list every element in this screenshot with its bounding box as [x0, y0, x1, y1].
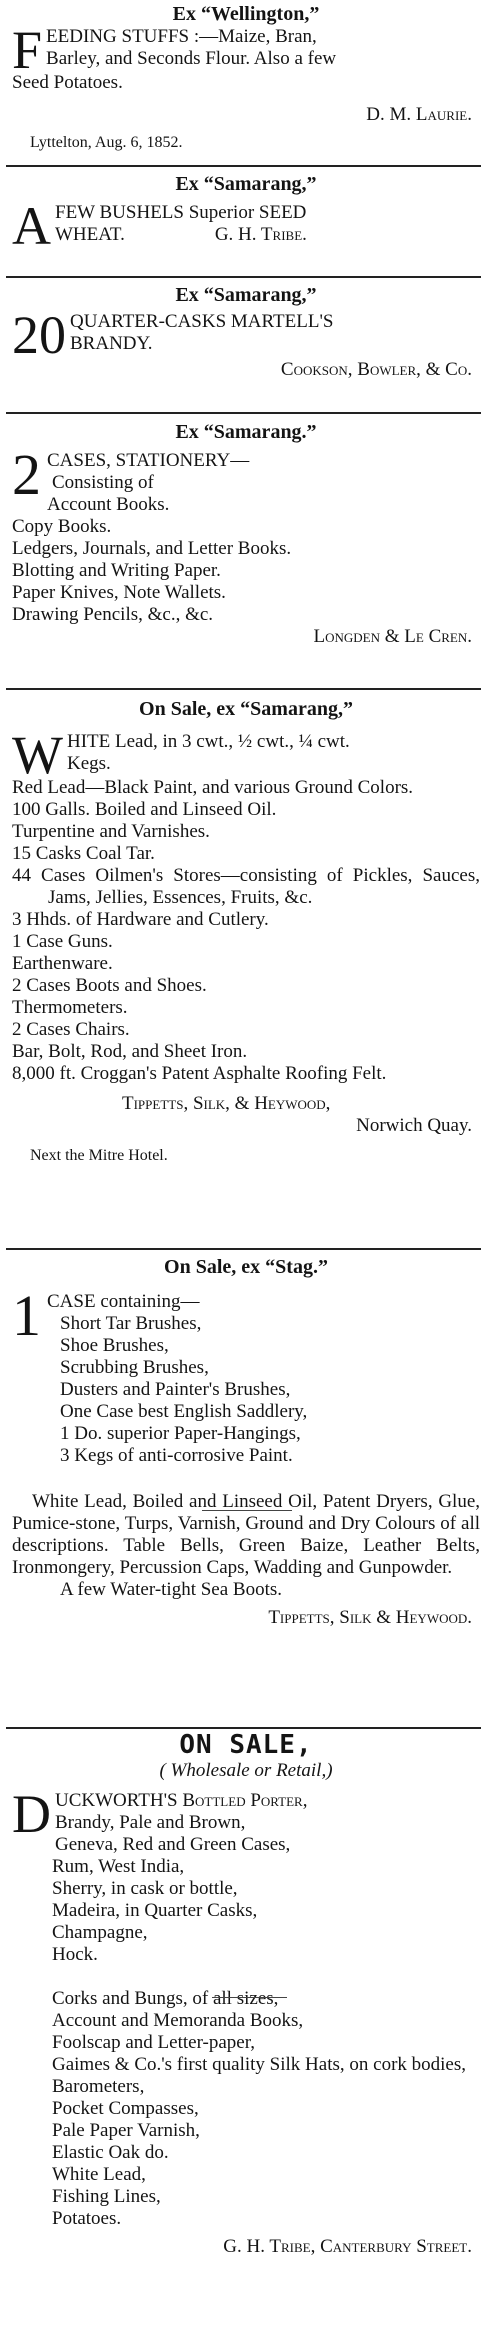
ad-list-item: Champagne, [52, 1922, 148, 1943]
ad-list-item: 2 Cases Boots and Shoes. [12, 975, 207, 996]
ad-note: Next the Mitre Hotel. [30, 1147, 168, 1164]
ad-text-line: CASES, STATIONERY— [47, 450, 250, 471]
ad-body [12, 305, 480, 365]
ad-heading: On Sale, ex “Samarang,” [139, 698, 353, 720]
ad-heading: Ex “Samarang,” [175, 173, 317, 195]
ad-list-item: Ledgers, Journals, and Letter Books. [12, 538, 292, 559]
ad-list-item: Thermometers. [12, 997, 128, 1018]
ad-heading: Ex “Samarang.” [175, 421, 317, 443]
short-divider [212, 1997, 287, 1998]
ad-list-item: Madeira, in Quarter Casks, [52, 1900, 258, 1921]
drop-capital: 1 [12, 1283, 41, 1348]
ad-text-line: FEW BUSHELS Superior SEED [55, 202, 307, 223]
ad-list-item: Paper Knives, Note Wallets. [12, 582, 226, 603]
ad-body [12, 196, 480, 256]
ad-body [12, 442, 480, 626]
drop-capital: F [12, 20, 43, 80]
ad-list-item: Turpentine and Varnishes. [12, 821, 210, 842]
ad-list-item: Drawing Pencils, &c., &c. [12, 604, 214, 625]
ad-list-item: Bar, Bolt, Rod, and Sheet Iron. [12, 1041, 248, 1062]
drop-capital: W [12, 725, 63, 785]
ad-list-item: Red Lead—Black Paint, and various Ground Colors. [12, 777, 414, 798]
ad-list-item: Consisting of [52, 472, 154, 493]
ad-text-item: WHEAT. [55, 224, 125, 245]
ad-list-item: Earthenware. [12, 953, 113, 974]
ad-list-item: Geneva, Red and Green Cases, [55, 1834, 291, 1855]
ad-text-line: Seed Potatoes. [12, 72, 123, 93]
ad-heading: Ex “Wellington,” [172, 3, 320, 25]
ad-list-item: One Case best English Saddlery, [60, 1401, 308, 1422]
ad-list-item: Scrubbing Brushes, [60, 1357, 209, 1378]
ad-text-line: HITE Lead, in 3 cwt., ½ cwt., ¼ cwt. [66, 731, 350, 752]
ad-text-line: QUARTER-CASKS MARTELL'S [70, 311, 334, 332]
drop-capital: 20 [12, 305, 66, 365]
ad-body [12, 20, 480, 94]
ad-body [12, 1283, 480, 1467]
ad-signature: Cookson, Bowler, & Co. [280, 359, 472, 380]
ad-list-item: Brandy, Pale and Brown, [55, 1812, 246, 1833]
ad-text-line: EEDING STUFFS :—Maize, Bran, [46, 26, 317, 47]
ad-list-item: 1 Do. superior Paper-Hangings, [60, 1423, 301, 1444]
ad-list-item: Short Tar Brushes, [60, 1313, 202, 1334]
divider-rule [6, 1727, 481, 1729]
ad-heading: ON SALE, [179, 1730, 313, 1760]
ad-item-list [12, 777, 480, 1085]
ad-signature: Tippetts, Silk, & Heywood, [122, 1093, 331, 1114]
ad-signature: G. H. Tribe. [214, 224, 307, 245]
ad-body [12, 1784, 480, 1966]
ad-list-item: Hock. [52, 1944, 98, 1965]
ad-signature: Longden & Le Cren. [313, 626, 472, 647]
ad-list-item: 3 Hhds. of Hardware and Cutlery. [12, 909, 269, 930]
ad-list-item: Fishing Lines, [52, 2186, 161, 2207]
ad-list-item: 8,000 ft. Croggan's Patent Asphalte Roofing Felt. [12, 1063, 387, 1084]
ad-list-item: Elastic Oak do. [52, 2142, 169, 2163]
ad-list-item: Blotting and Writing Paper. [12, 560, 221, 581]
ad-samarang-seed-wheat [12, 172, 480, 256]
ad-location: Norwich Quay. [356, 1115, 472, 1136]
ad-body [12, 725, 480, 785]
ad-date: Lyttelton, Aug. 6, 1852. [30, 134, 183, 151]
ad-text-line: A few Water-tight Sea Boots. [60, 1579, 283, 1600]
drop-capital: A [12, 196, 51, 256]
ad-text-line: BRANDY. [70, 333, 153, 354]
ad-list-item: Corks and Bungs, of all sizes, [52, 1988, 279, 2009]
ad-list-item: Sherry, in cask or bottle, [52, 1878, 238, 1899]
ad-list-item: 1 Case Guns. [12, 931, 113, 952]
short-divider [202, 1510, 292, 1511]
drop-capital: 2 [12, 442, 41, 507]
ad-list-item: 15 Casks Coal Tar. [12, 843, 155, 864]
ad-samarang-brandy [12, 283, 480, 381]
ad-list-item: White Lead, [52, 2164, 146, 2185]
ad-heading: Ex “Samarang,” [175, 284, 317, 306]
ad-list-item: 3 Kegs of anti-corrosive Paint. [60, 1445, 293, 1466]
ad-samarang-paints-hardware [12, 697, 480, 1167]
ad-item-list [12, 1988, 480, 2230]
ad-subheading: ( Wholesale or Retail,) [159, 1760, 333, 1781]
divider-rule [6, 165, 481, 167]
ad-text-line: Kegs. [66, 753, 111, 774]
ad-list-item: Pocket Compasses, [52, 2098, 199, 2119]
ad-list-item: Foolscap and Letter-paper, [52, 2032, 256, 2053]
ad-list-item: Dusters and Painter's Brushes, [60, 1379, 291, 1400]
ad-list-item: Copy Books. [12, 516, 112, 537]
ad-text-line: UCKWORTH'S Bottled Porter, [55, 1790, 308, 1811]
ad-stag-brushes [12, 1255, 480, 1629]
ad-paragraph: White Lead, Boiled and Linseed Oil, Patent Dryers, Glue, Pumice-stone, Turps, Varnish, Ground and Dry Colours of all descriptions. Table Bells, Green Baize, Leather Belts, Ironmongery, Percussion Caps, Wadding and Gunpowder. [12, 1491, 480, 1578]
ad-signature: G. H. Tribe, Canterbury Street. [223, 2236, 472, 2257]
ad-list-item: Account and Memoranda Books, [52, 2010, 304, 2031]
ad-list-item: Account Books. [47, 494, 170, 515]
ad-list-item: 2 Cases Chairs. [12, 1019, 130, 1040]
ad-heading: On Sale, ex “Stag.” [164, 1256, 328, 1278]
ad-list-item: Gaimes & Co.'s first quality Silk Hats, on cork bodies, [52, 2054, 467, 2075]
ad-text-line: CASE containing— [47, 1291, 200, 1312]
ad-list-item: Rum, West India, [52, 1856, 185, 1877]
ad-list-item: 100 Galls. Boiled and Linseed Oil. [12, 799, 277, 820]
ad-signature: Tippetts, Silk & Heywood. [268, 1607, 472, 1628]
divider-rule [6, 688, 481, 690]
ad-list-item: Shoe Brushes, [60, 1335, 169, 1356]
ad-on-sale-tribe [12, 1730, 480, 2258]
ad-text-line: Barley, and Seconds Flour. Also a few [46, 48, 337, 69]
divider-rule [6, 1248, 481, 1250]
ad-signature: D. M. Laurie. [366, 104, 472, 125]
ad-list-item: 44 Cases Oilmen's Stores—consisting of Pickles, Sauces, Jams, Jellies, Essences, Fruits, &c. [12, 865, 480, 908]
ad-list-item: Barometers, [52, 2076, 145, 2097]
divider-rule [6, 276, 481, 278]
ad-list-item: Potatoes. [52, 2208, 122, 2229]
ad-list-item: Pale Paper Varnish, [52, 2120, 200, 2141]
ad-text-line [12, 224, 480, 246]
drop-capital: D [12, 1784, 51, 1844]
ad-wellington [12, 2, 480, 154]
divider-rule [6, 412, 481, 414]
ad-samarang-stationery [12, 420, 480, 648]
